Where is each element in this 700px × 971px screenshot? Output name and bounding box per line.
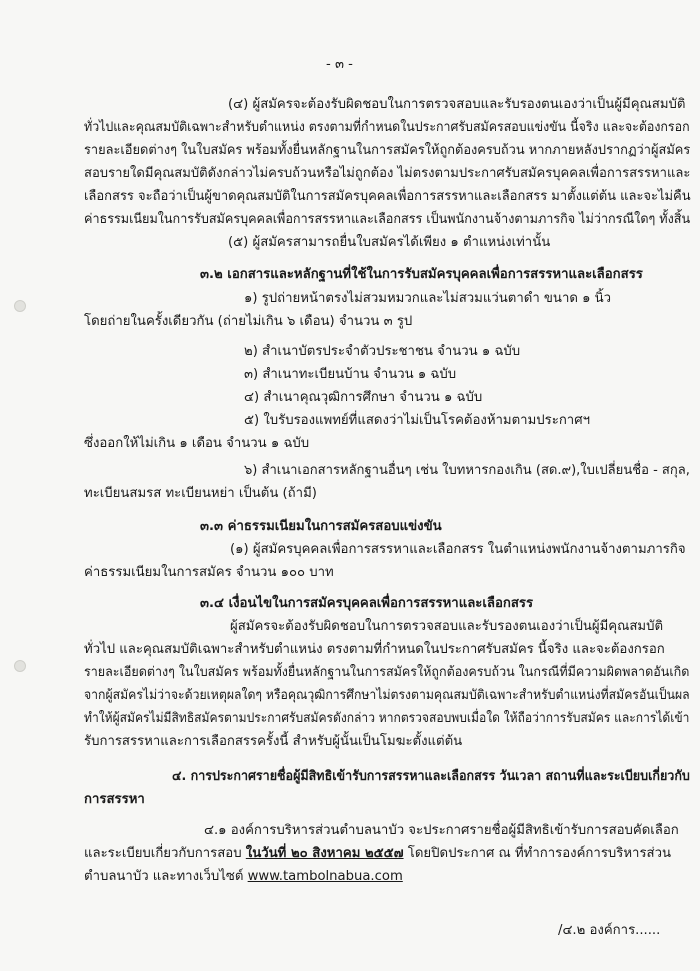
s4-heading-line1: ๔. การประกาศรายชื่อผู้มีสิทธิเข้ารับการสรรหาและเลือกสรร วันเวลา สถานที่และระเบียบเกี่ยวกับ [172,769,690,784]
s3-2-item1-line1: ๑) รูปถ่ายหน้าตรงไม่สวมหมวกและไม่สวมแว่นตาดำ ขนาด ๑ นิ้ว [244,291,612,306]
s4-1-line2-text-end: โดยปิดประกาศ ณ ที่ทำการองค์การบริหารส่วน [403,846,672,861]
s3-4-line6: รับการสรรหาและการเลือกสรรครั้งนี้ สำหรับผู้นั้นเป็นโมฆะตั้งแต่ต้น [84,734,463,749]
s4-1-line2-text: และระเบียบเกี่ยวกับการสอบ [84,846,246,861]
s4-1-line2 [84,845,671,863]
continuation-marker: /๔.๒ องค์การ...... [558,923,661,938]
s3-4-line3: รายละเอียดต่างๆ ในใบสมัคร พร้อมทั้งยื่นหลักฐานในการสมัครให้ถูกต้องครบถ้วน ในกรณีที่มีความผิดพลาดอันเกิด [84,665,690,680]
s3-3-heading: ๓.๓ ค่าธรรมเนียมในการสมัครสอบแข่งขัน [200,519,442,534]
s4-1-line3-text: ตำบลนาบัว และทางเว็บไซต์ [84,869,248,884]
s4-1-line3 [84,868,403,886]
s3-2-item5-line2: ซึ่งออกให้ไม่เกิน ๑ เดือน จำนวน ๑ ฉบับ [84,436,310,451]
s3-4-heading: ๓.๔ เงื่อนไขในการสมัครบุคคลเพื่อการสรรหาและเลือกสรร [200,596,534,611]
s4-heading-line2: การสรรหา [84,792,145,807]
s3-4-line2: ทั่วไป และคุณสมบัติเฉพาะสำหรับตำแหน่ง ตรงตามที่กำหนดในประกาศรับสมัคร นี้จริง และจะต้องกรอก [84,642,665,657]
page-number: - ๓ - [326,57,353,72]
s3-2-item5-line1: ๕) ใบรับรองแพทย์ที่แสดงว่าไม่เป็นโรคต้องห้ามตามประกาศฯ [244,413,590,428]
s3-1-item4-line4: สอบรายใดมีคุณสมบัติดังกล่าวไม่ครบถ้วนหรือไม่ถูกต้อง ไม่ตรงตามประกาศรับสมัครบุคคลเพื่อการสรรหาและ [84,166,691,181]
s3-3-item1-line1: (๑) ผู้สมัครบุคคลเพื่อการสรรหาและเลือกสรร ในตำแหน่งพนักงานจ้างตามภารกิจ [230,542,686,557]
s3-1-item4-line6: ค่าธรรมเนียมในการรับสมัครบุคคลเพื่อการสรรหาและเลือกสรร เป็นพนักงานจ้างตามภารกิจ ไม่ว่ากรณีใดๆ ทั้งสิ้น [84,212,691,227]
punch-hole-mark [14,300,26,312]
s3-2-heading: ๓.๒ เอกสารและหลักฐานที่ใช้ในการรับสมัครบุคคลเพื่อการสรรหาและเลือกสรร [200,267,643,282]
s3-3-item1-line2: ค่าธรรมเนียมในการสมัคร จำนวน ๑๐๐ บาท [84,565,334,580]
s3-1-item4-line1: (๔) ผู้สมัครจะต้องรับผิดชอบในการตรวจสอบและรับรองตนเองว่าเป็นผู้มีคุณสมบัติ [228,97,686,112]
s3-2-item6-line1: ๖) สำเนาเอกสารหลักฐานอื่นๆ เช่น ใบทหารกองเกิน (สด.๙),ใบเปลี่ยนชื่อ - สกุล, [244,463,690,478]
s3-1-item5: (๕) ผู้สมัครสามารถยื่นใบสมัครได้เพียง ๑ ตำแหน่งเท่านั้น [228,235,551,250]
s3-2-item2: ๒) สำเนาบัตรประจำตัวประชาชน จำนวน ๑ ฉบับ [244,344,521,359]
s3-1-item4-line2: ทั่วไปและคุณสมบัติเฉพาะสำหรับตำแหน่ง ตรงตามที่กำหนดในประกาศรับสมัครสอบแข่งขัน นี้จริง และจะต้องกรอก [84,120,690,135]
s3-2-item3: ๓) สำเนาทะเบียนบ้าน จำนวน ๑ ฉบับ [244,367,457,382]
website-link[interactable]: www.tambolnabua.com [247,869,403,884]
s3-2-item6-line2: ทะเบียนสมรส ทะเบียนหย่า เป็นต้น (ถ้ามี) [84,486,317,501]
s3-1-item4-line5: เลือกสรร จะถือว่าเป็นผู้ขาดคุณสมบัติในการสมัครบุคคลเพื่อการสรรหาและเลือกสรร มาตั้งแต่ต้น และจะไม่คืน [84,189,691,204]
s3-4-line4: จากผู้สมัครไม่ว่าจะด้วยเหตุผลใดๆ หรือคุณวุฒิการศึกษาไม่ตรงตามคุณสมบัติเฉพาะสำหรับตำแหน่งที่สมัครอันเป็นผล [84,688,690,703]
punch-hole-mark [14,660,26,672]
s3-2-item4: ๔) สำเนาคุณวุฒิการศึกษา จำนวน ๑ ฉบับ [244,390,483,405]
s4-1-line1: ๔.๑ องค์การบริหารส่วนตำบลนาบัว จะประกาศรายชื่อผู้มีสิทธิเข้ารับการสอบคัดเลือก [204,823,679,838]
s3-1-item4-line3: รายละเอียดต่างๆ ในใบสมัคร พร้อมทั้งยื่นหลักฐานในการสมัครให้ถูกต้องครบถ้วน หากภายหลังปรากฏว่าผู้สมัคร [84,143,691,158]
s3-2-item1-line2: โดยถ่ายในครั้งเดียวกัน (ถ่ายไม่เกิน ๖ เดือน) จำนวน ๓ รูป [84,314,413,329]
s3-4-line5: ทำให้ผู้สมัครไม่มีสิทธิสมัครตามประกาศรับสมัครดังกล่าว หากตรวจสอบพบเมื่อใด ให้ถือว่าการรับสมัคร และการได้เข้า [84,711,690,726]
s3-4-line1: ผู้สมัครจะต้องรับผิดชอบในการตรวจสอบและรับรองตนเองว่าเป็นผู้มีคุณสมบัติ [230,619,664,634]
announcement-date: ในวันที่ ๒๐ สิงหาคม ๒๕๕๗ [245,846,404,861]
